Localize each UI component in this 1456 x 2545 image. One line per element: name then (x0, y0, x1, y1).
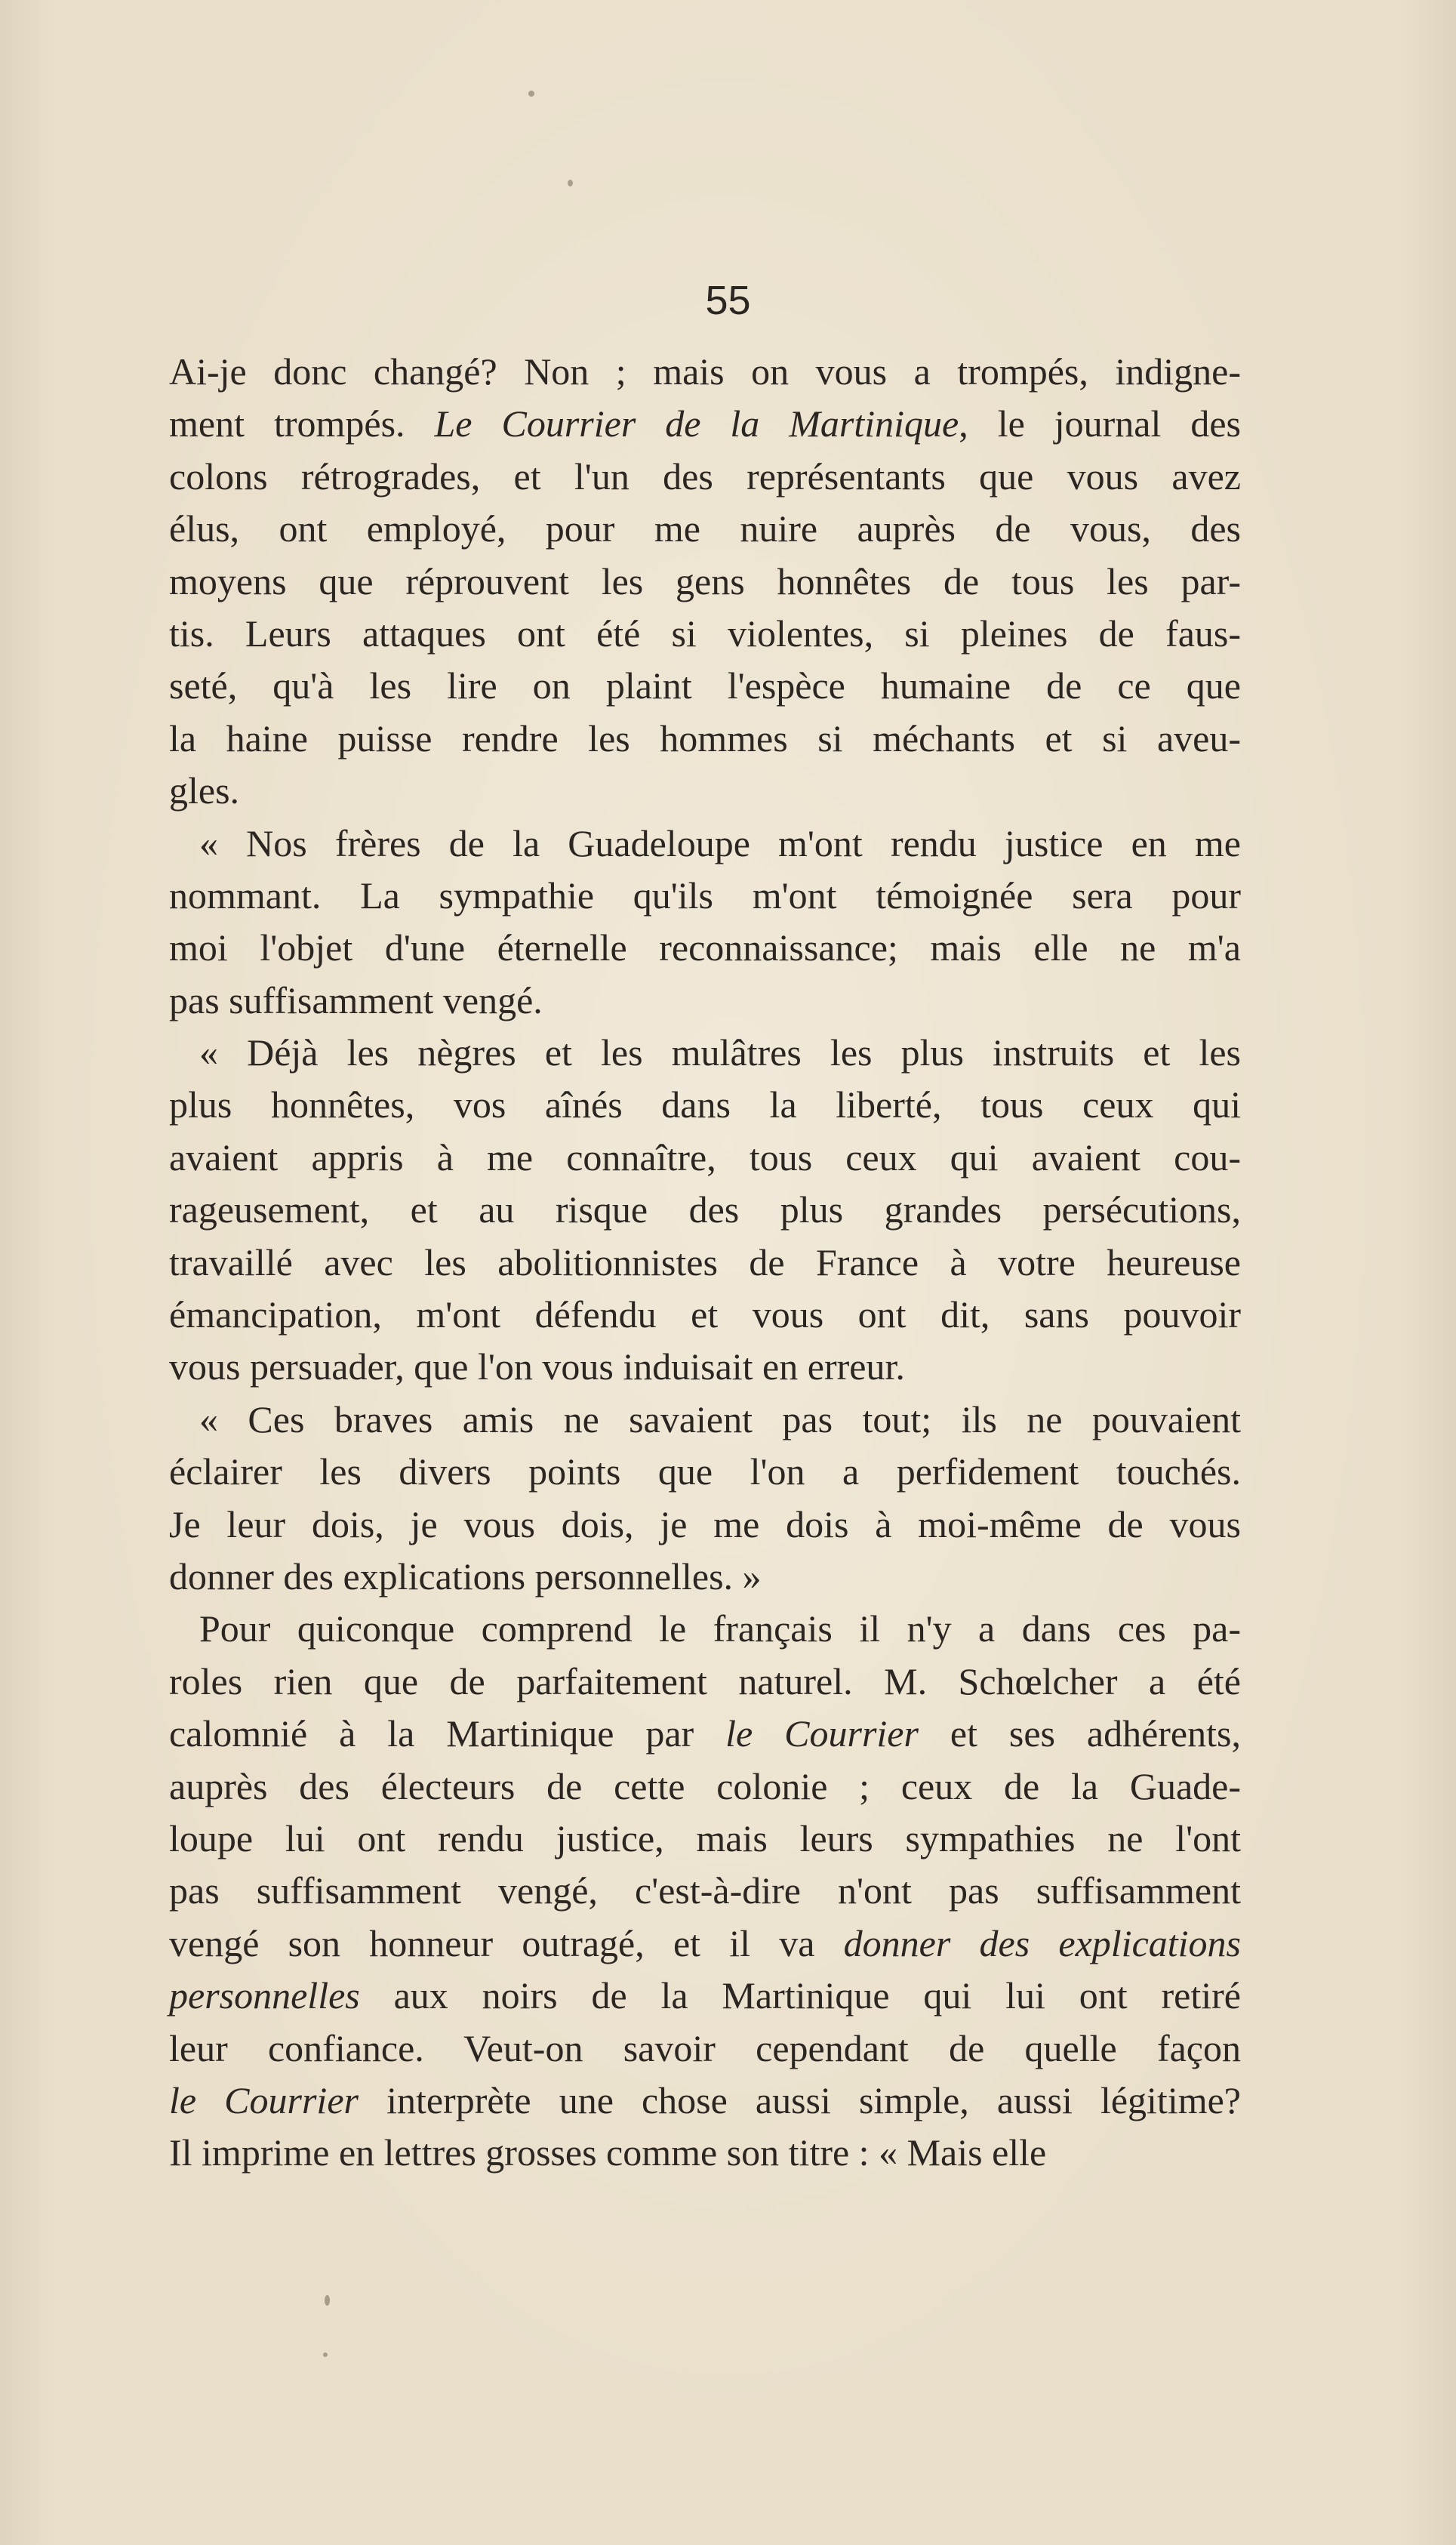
text-run: donner des explications personnelles. » (169, 1554, 762, 1598)
text-run: vengé son honneur outragé, et il va (169, 1921, 844, 1964)
text-line (169, 1184, 1241, 1236)
text-run: travaillé avec les abolitionnistes de France à votre heureuse (169, 1240, 1241, 1283)
text-run: aux noirs de la Martinique qui lui ont retiré (359, 1974, 1241, 2017)
text-run: , le journal des (959, 402, 1241, 445)
text-run: la haine puisse rendre les hommes si méchants et si aveu- (169, 716, 1241, 759)
text-run: rageusement, et au risque des plus grandes persécutions, (169, 1188, 1241, 1231)
text-line (169, 1446, 1241, 1498)
text-run: moyens que réprouvent les gens honnêtes de tous les par- (169, 559, 1241, 602)
text-line (169, 2023, 1241, 2075)
text-line (169, 1394, 1241, 1446)
text-line (169, 765, 1241, 817)
text-line (169, 1603, 1241, 1655)
text-run: calomnié à la Martinique par (169, 1712, 726, 1755)
text-line (169, 1865, 1241, 1917)
text-run: émancipation, m'ont défendu et vous ont dit, sans pouvoir (169, 1293, 1241, 1336)
italic-text: donner des explications (843, 1921, 1242, 1964)
text-run: ment trompés. (169, 402, 435, 445)
text-line (169, 398, 1241, 450)
text-line (169, 1970, 1241, 2022)
text-run: gles. (169, 769, 240, 812)
text-line (169, 1708, 1241, 1760)
text-line (169, 1289, 1241, 1341)
text-run: élus, ont employé, pour me nuire auprès de vous, des (169, 507, 1241, 550)
text-run: auprès des électeurs de cette colonie ; ceux de la Guade- (169, 1764, 1241, 1807)
paper-speck (323, 2352, 328, 2357)
italic-text: le Courrier (169, 2078, 359, 2121)
text-line (169, 660, 1241, 712)
text-line (169, 1079, 1241, 1131)
text-run: tis. Leurs attaques ont été si violentes, si pleines de faus- (169, 612, 1241, 655)
text-run: « Déjà les nègres et les mulâtres les plus instruits et les (199, 1031, 1241, 1074)
text-run: roles rien que de parfaitement naturel. M. Schœlcher a été (169, 1659, 1241, 1702)
text-run: interprète une chose aussi simple, aussi légitime? (358, 2078, 1241, 2121)
text-line (169, 1551, 1241, 1603)
text-run: Il imprime en lettres grosses comme son titre : « Mais elle (169, 2131, 1047, 2174)
paper-speck (568, 180, 573, 186)
italic-text: le Courrier (725, 1712, 919, 1755)
text-line (169, 1813, 1241, 1865)
text-run: Je leur dois, je vous dois, je me dois à moi-même de vous (169, 1502, 1241, 1545)
text-run: nommant. La sympathie qu'ils m'ont témoignée sera pour (169, 873, 1241, 917)
text-line (169, 1237, 1241, 1289)
text-line (169, 451, 1241, 503)
paper-speck (325, 2295, 330, 2306)
text-line (169, 1761, 1241, 1813)
text-line (169, 1341, 1241, 1393)
text-run: avaient appris à me connaître, tous ceux qui avaient cou- (169, 1135, 1241, 1179)
body-text (169, 346, 1241, 2180)
text-line (169, 1132, 1241, 1184)
text-run: pas suffisamment vengé, c'est-à-dire n'ont pas suffisamment (169, 1869, 1241, 1912)
text-run: « Nos frères de la Guadeloupe m'ont rendu justice en me (199, 821, 1241, 864)
text-line (169, 922, 1241, 974)
text-run: seté, qu'à les lire on plaint l'espèce humaine de ce que (169, 664, 1241, 707)
text-line (169, 2127, 1241, 2179)
text-line (169, 975, 1241, 1027)
text-line (169, 713, 1241, 765)
text-line (169, 1027, 1241, 1079)
text-line (169, 556, 1241, 608)
text-run: éclairer les divers points que l'on a perfidement touchés. (169, 1450, 1241, 1493)
text-line (169, 1656, 1241, 1708)
text-run: leur confiance. Veut-on savoir cependant de quelle façon (169, 2026, 1241, 2069)
text-line (169, 870, 1241, 922)
text-line (169, 1499, 1241, 1551)
paper-speck (528, 91, 534, 97)
text-run: moi l'objet d'une éternelle reconnaissance; mais elle ne m'a (169, 926, 1241, 969)
text-run: Pour quiconque comprend le français il n'y a dans ces pa- (199, 1607, 1241, 1650)
text-run: et ses adhérents, (918, 1712, 1241, 1755)
italic-text: personnelles (169, 1974, 360, 2017)
text-line (169, 1918, 1241, 1970)
text-run: Ai-je donc changé? Non ; mais on vous a trompés, indigne- (169, 350, 1241, 393)
italic-text: Le Courrier de la Martinique (434, 402, 959, 445)
text-line (169, 503, 1241, 555)
text-run: loupe lui ont rendu justice, mais leurs sympathies ne l'ont (169, 1816, 1241, 1859)
text-line (169, 608, 1241, 660)
text-run: pas suffisamment vengé. (169, 978, 543, 1021)
text-line (169, 346, 1241, 398)
text-run: « Ces braves amis ne savaient pas tout; ils ne pouvaient (199, 1397, 1241, 1440)
text-run: vous persuader, que l'on vous induisait en erreur. (169, 1345, 905, 1388)
text-line (169, 818, 1241, 870)
page-number: 55 (705, 278, 751, 323)
text-run: plus honnêtes, vos aînés dans la liberté, tous ceux qui (169, 1083, 1241, 1126)
text-line (169, 2075, 1241, 2127)
text-run: colons rétrogrades, et l'un des représentants que vous avez (169, 454, 1241, 498)
